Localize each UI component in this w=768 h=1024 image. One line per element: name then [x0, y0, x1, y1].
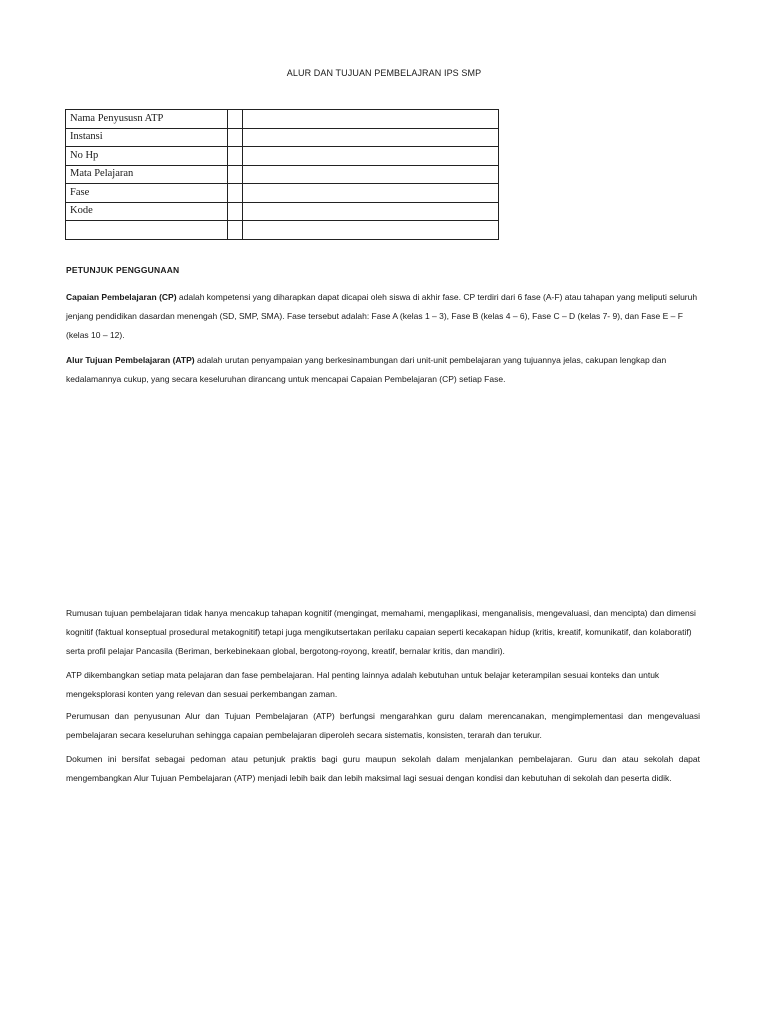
row-value-empty[interactable] — [243, 221, 499, 240]
cp-definition-text: adalah kompetensi yang diharapkan dapat dicapai oleh siswa di akhir fase. CP terdiri dari 6 fase (A-F) atau tahapan yang meliputi seluruh jenjang pendidikan dasardan menengah (SD, SMP, SMA). Fase tersebut adalah: Fase A (kelas 1 – 3), Fase B (kelas 4 – 6), Fase C – D (kelas 7- 9), dan Fase E – F (kelas 10 – 12). — [66, 292, 698, 340]
row-label-no-hp: No Hp — [66, 147, 228, 166]
paragraph-perumusan-atp: Perumusan dan penyusunan Alur dan Tujuan Pembelajaran (ATP) berfungsi mengarahkan guru dalam merencanakan, mengimplementasi dan mengevaluasi pembelajaran secara keseluruhan sehingga capaian pembelajaran diperoleh secara sistematis, konsisten, terarah dan terukur. — [66, 711, 700, 740]
page-title: ALUR DAN TUJUAN PEMBELAJRAN IPS SMP — [286, 68, 482, 78]
paragraph-alur-tujuan-pembelajaran — [66, 351, 700, 389]
row-value-fase[interactable] — [243, 184, 499, 203]
row-label-kode: Kode — [66, 202, 228, 221]
row-colon-cell — [228, 128, 243, 147]
row-value-instansi[interactable] — [243, 128, 499, 147]
row-colon-cell — [228, 147, 243, 166]
table-row — [66, 165, 499, 184]
info-table — [65, 109, 499, 240]
table-row — [66, 110, 499, 129]
table-row — [66, 147, 499, 166]
row-colon-cell — [228, 221, 243, 240]
row-value-kode[interactable] — [243, 202, 499, 221]
row-colon-cell — [228, 110, 243, 129]
paragraph-dokumen-pedoman: Dokumen ini bersifat sebagai pedoman atau petunjuk praktis bagi guru maupun sekolah dalam menjalankan pembelajaran. Guru dan atau sekolah dapat mengembangkan Alur Tujuan Pembelajaran (ATP) menjadi lebih baik dan lebih maksimal lagi sesuai dengan kondisi dan kebutuhan di sekolah dan peserta didik. — [66, 754, 700, 783]
paragraph-rumusan-tujuan: Rumusan tujuan pembelajaran tidak hanya mencakup tahapan kognitif (mengingat, memahami, mengaplikasi, menganalisis, mengevaluasi, dan mencipta) dan dimensi kognitif (faktual konseptual prosedural metakognitif) tetapi juga mengikutsertakan perilaku capaian seperti kecakapan hidup (kritis, kreatif, komunikatif, dan kolaboratif) serta profil pelajar Pancasila (Beriman, berkebinekaan global, bergotong-royong, kreatif, bernalar kritis, dan mandiri). — [66, 608, 696, 656]
paragraph-capaian-pembelajaran — [66, 288, 700, 345]
row-label-empty — [66, 221, 228, 240]
atp-definition-text: adalah urutan penyampaian yang berkesinambungan dari unit-unit pembelajaran yang tujuannya jelas, cakupan lengkap dan kedalamannya cukup, yang secara keseluruhan dirancang untuk mencapai Capaian Pembelajaran (CP) setiap Fase. — [66, 355, 667, 384]
table-row — [66, 184, 499, 203]
row-label-mata-pelajaran: Mata Pelajaran — [66, 165, 228, 184]
row-label-instansi: Instansi — [66, 128, 228, 147]
term-cp: Capaian Pembelajaran (CP) — [66, 292, 177, 302]
row-label-fase: Fase — [66, 184, 228, 203]
table-row — [66, 202, 499, 221]
row-value-no-hp[interactable] — [243, 147, 499, 166]
section-heading-petunjuk: PETUNJUK PENGGUNAAN — [66, 265, 180, 275]
paragraph-atp-dikembangkan: ATP dikembangkan setiap mata pelajaran dan fase pembelajaran. Hal penting lainnya adalah kebutuhan untuk belajar keterampilan sesuai konteks dan untuk mengeksplorasi konten yang relevan dan sesuai perkembangan zaman. — [66, 670, 660, 699]
term-atp: Alur Tujuan Pembelajaran (ATP) — [66, 355, 195, 365]
row-colon-cell — [228, 165, 243, 184]
table-row — [66, 221, 499, 240]
table-row — [66, 128, 499, 147]
row-value-nama-penyusun[interactable] — [243, 110, 499, 129]
row-colon-cell — [228, 202, 243, 221]
row-value-mata-pelajaran[interactable] — [243, 165, 499, 184]
row-colon-cell — [228, 184, 243, 203]
row-label-nama-penyusun: Nama Penyususn ATP — [66, 110, 228, 129]
